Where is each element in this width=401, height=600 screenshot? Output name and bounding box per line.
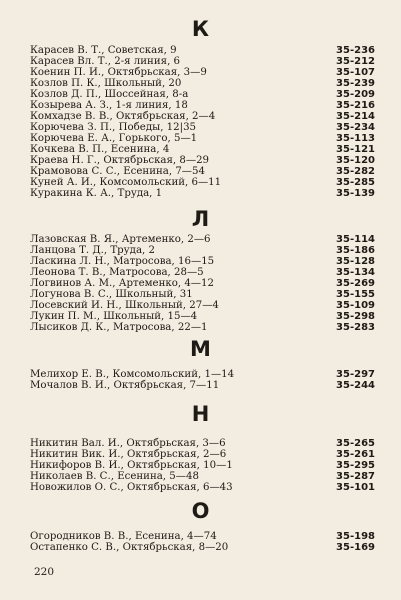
- list-item: [0, 542, 401, 553]
- list-item: [0, 369, 401, 380]
- entry-phone: 35-265: [336, 438, 375, 449]
- entry-name: Карасев Вл. Т., 2-я линия, 6: [30, 56, 181, 67]
- entry-name: Никифоров В. И., Октябрьская, 10—1: [30, 460, 233, 471]
- entry-phone: 35-107: [336, 67, 375, 78]
- list-item: [0, 111, 401, 122]
- section-letter: Н: [191, 402, 210, 426]
- entry-phone: 35-139: [336, 188, 375, 199]
- list-item: [0, 471, 401, 482]
- section-letter: Л: [191, 207, 210, 231]
- list-item: [0, 78, 401, 89]
- list-item: [0, 67, 401, 78]
- entry-phone: 35-101: [336, 482, 375, 493]
- list-item: [0, 166, 401, 177]
- entry-phone: 35-209: [336, 89, 375, 100]
- entry-phone: 35-186: [336, 245, 375, 256]
- entry-name: Карасев В. Т., Советская, 9: [30, 45, 177, 56]
- entry-name: Остапенко С. В., Октябрьская, 8—20: [30, 542, 229, 553]
- list-item: [0, 380, 401, 391]
- list-item: [0, 133, 401, 144]
- entry-phone: 35-261: [336, 449, 375, 460]
- entry-phone: 35-285: [336, 177, 375, 188]
- entry-name: Кочкева В. П., Есенина, 4: [30, 144, 170, 155]
- entry-name: Лысиков Д. К., Матросова, 22—1: [30, 322, 208, 333]
- entry-name: Логунова В. С., Школьный, 31: [30, 289, 193, 300]
- entry-phone: 35-298: [336, 311, 375, 322]
- list-item: [0, 278, 401, 289]
- entry-phone: 35-113: [336, 133, 375, 144]
- list-item: [0, 438, 401, 449]
- entry-phone: 35-121: [336, 144, 375, 155]
- entry-name: Николаев В. С., Есенина, 5—48: [30, 471, 199, 482]
- entry-phone: 35-128: [336, 256, 375, 267]
- list-item: [0, 122, 401, 133]
- entry-phone: 35-120: [336, 155, 375, 166]
- entry-name: Никитин Вал. И., Октябрьская, 3—6: [30, 438, 226, 449]
- list-item: [0, 531, 401, 542]
- entry-phone: 35-239: [336, 78, 375, 89]
- entry-phone: 35-155: [336, 289, 375, 300]
- list-item: [0, 188, 401, 199]
- entry-name: Ланцова Т. Д., Труда, 2: [30, 245, 155, 256]
- entry-phone: 35-234: [336, 122, 375, 133]
- list-item: [0, 256, 401, 267]
- entry-name: Мочалов В. И., Октябрьская, 7—11: [30, 380, 220, 391]
- entry-phone: 35-198: [336, 531, 375, 542]
- list-item: [0, 482, 401, 493]
- entry-phone: 35-134: [336, 267, 375, 278]
- entry-name: Новожилов О. С., Октябрьская, 6—43: [30, 482, 233, 493]
- list-item: [0, 322, 401, 333]
- list-item: [0, 245, 401, 256]
- entry-phone: 35-169: [336, 542, 375, 553]
- entry-phone: 35-283: [336, 322, 375, 333]
- entry-name: Лукин П. М., Школьный, 15—4: [30, 311, 198, 322]
- entry-phone: 35-297: [336, 369, 375, 380]
- entry-name: Козлов П. К., Школьный, 20: [30, 78, 182, 89]
- entry-name: Козырева А. З., 1-я линия, 18: [30, 100, 188, 111]
- entry-name: Коенин П. И., Октябрьская, 3—9: [30, 67, 207, 78]
- list-item: [0, 311, 401, 322]
- list-item: [0, 460, 401, 471]
- list-item: [0, 56, 401, 67]
- entry-name: Никитин Вик. И., Октябрьская, 2—6: [30, 449, 227, 460]
- list-item: [0, 45, 401, 56]
- entry-name: Огородников В. В., Есенина, 4—74: [30, 531, 217, 542]
- list-item: [0, 100, 401, 111]
- entry-phone: 35-295: [336, 460, 375, 471]
- entry-name: Лазовская В. Я., Артеменко, 2—6: [30, 234, 211, 245]
- entry-name: Козлов Д. П., Шоссейная, 8-а: [30, 89, 189, 100]
- list-item: [0, 289, 401, 300]
- list-item: [0, 449, 401, 460]
- entry-name: Логвинов А. М., Артеменко, 4—12: [30, 278, 214, 289]
- list-item: [0, 300, 401, 311]
- entry-phone: 35-269: [336, 278, 375, 289]
- list-item: [0, 267, 401, 278]
- entry-name: Крамовова С. С., Есенина, 7—54: [30, 166, 205, 177]
- entry-name: Лосевский И. Н., Школьный, 27—4: [30, 300, 219, 311]
- list-item: [0, 155, 401, 166]
- entry-name: Корючева З. П., Победы, 12|35: [30, 122, 197, 133]
- section-letter: К: [191, 17, 210, 41]
- entry-name: Ласкина Л. Н., Матросова, 16—15: [30, 256, 215, 267]
- list-item: [0, 89, 401, 100]
- section-letter: О: [191, 499, 210, 523]
- page-number: 220: [34, 566, 55, 578]
- entry-phone: 35-244: [336, 380, 375, 391]
- entry-name: Леонова Т. В., Матросова, 28—5: [30, 267, 204, 278]
- list-item: [0, 144, 401, 155]
- entry-phone: 35-287: [336, 471, 375, 482]
- entry-name: Корючева Е. А., Горького, 5—1: [30, 133, 198, 144]
- entry-phone: 35-216: [336, 100, 375, 111]
- entry-phone: 35-214: [336, 111, 375, 122]
- list-item: [0, 177, 401, 188]
- entry-name: Комхадзе В. В., Октябрьская, 2—4: [30, 111, 216, 122]
- entry-name: Мелихор Е. В., Комсомольский, 1—14: [30, 369, 235, 380]
- entry-phone: 35-236: [336, 45, 375, 56]
- entry-name: Куней А. И., Комсомольский, 6—11: [30, 177, 222, 188]
- entry-phone: 35-212: [336, 56, 375, 67]
- entry-phone: 35-114: [336, 234, 375, 245]
- entry-name: Краева Н. Г., Октябрьская, 8—29: [30, 155, 210, 166]
- entry-name: Куракина К. А., Труда, 1: [30, 188, 163, 199]
- entry-phone: 35-282: [336, 166, 375, 177]
- list-item: [0, 234, 401, 245]
- entry-phone: 35-109: [336, 300, 375, 311]
- section-letter: М: [190, 337, 211, 361]
